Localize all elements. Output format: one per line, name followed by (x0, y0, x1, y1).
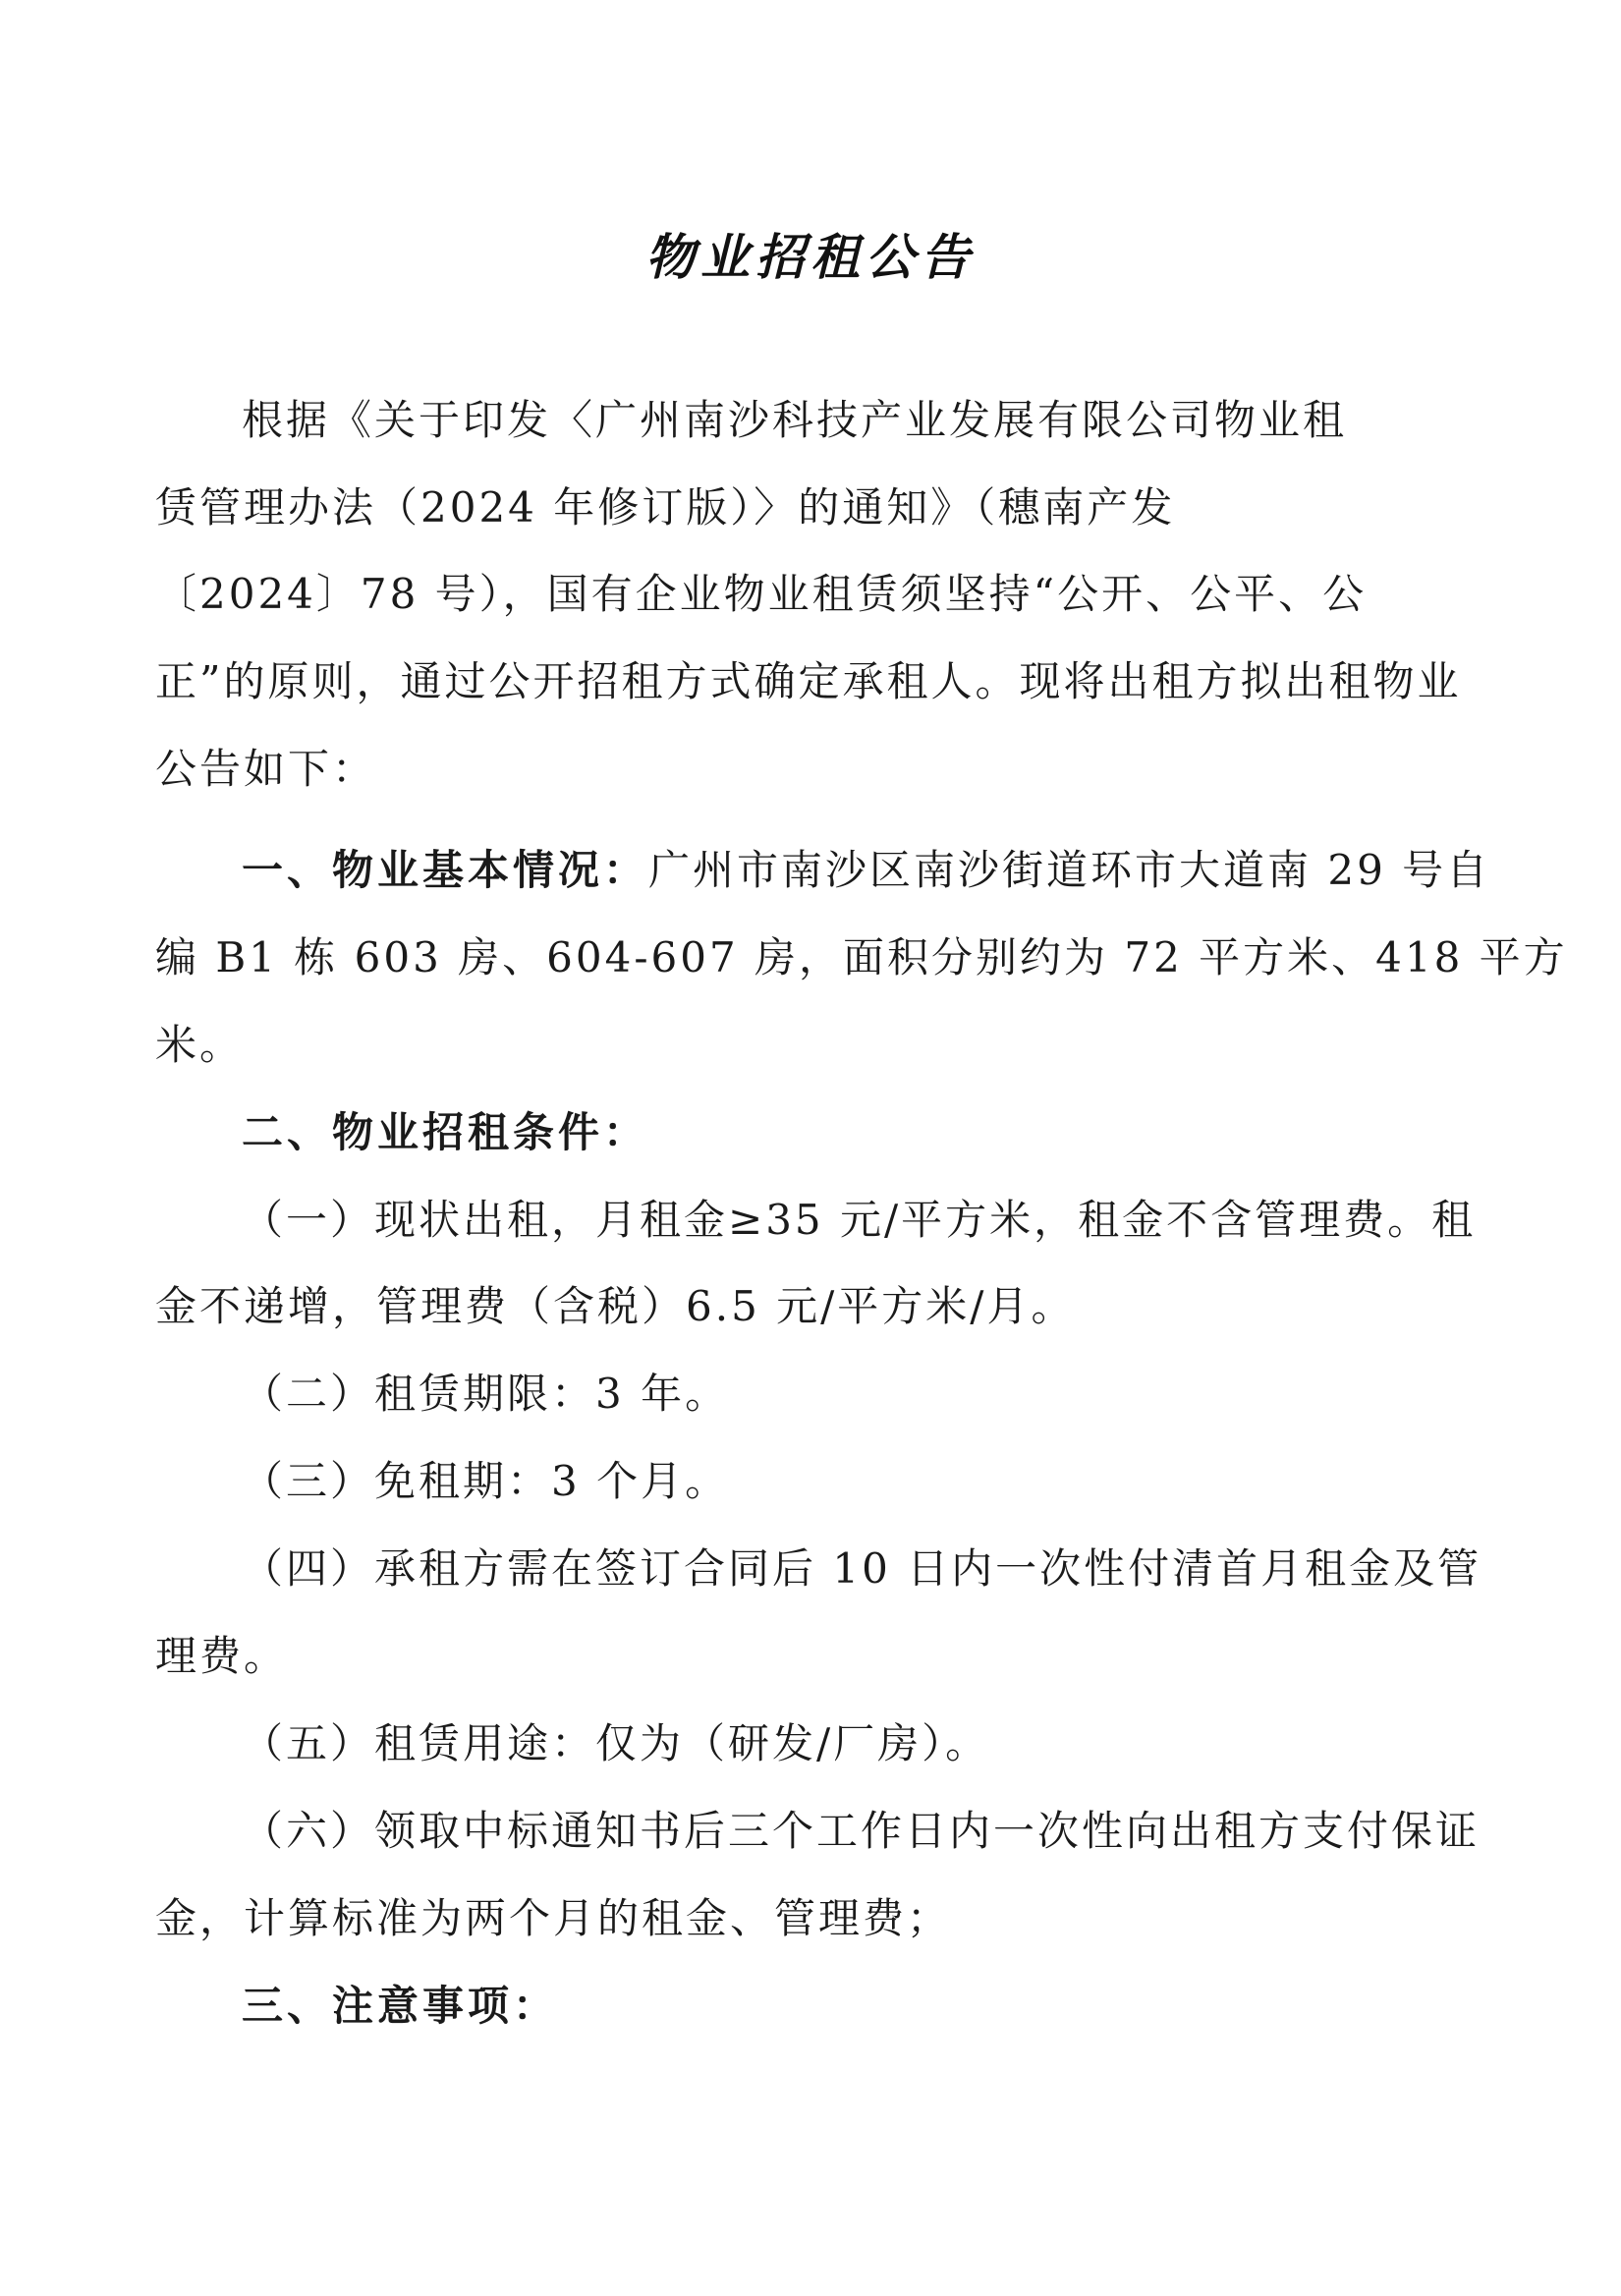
document-title: 物业招租公告 (645, 229, 976, 286)
section1-line-3: 米。 (155, 1021, 245, 1069)
section2-item4-line1: （四）承租方需在签订合同后 10 日内一次性付清首月租金及管 (242, 1544, 1482, 1593)
section2-heading: 二、物业招租条件： (242, 1108, 649, 1156)
intro-line-5: 公告如下： (155, 745, 377, 793)
section1-text-first: 广州市南沙区南沙街道环市大道南 29 号自 (648, 846, 1491, 894)
section1-line-2: 编 B1 栋 603 房、604-607 房，面积分别约为 72 平方米、418 平方 (155, 933, 1568, 981)
section2-item1-line1: （一）现状出租，月租金≥35 元/平方米，租金不含管理费。租 (242, 1196, 1477, 1244)
intro-line-4: 正”的原则，通过公开招租方式确定承租人。现将出租方拟出租物业 (155, 657, 1462, 705)
section1-first-line (242, 843, 1490, 898)
section1-heading: 一、物业基本情况： (242, 846, 649, 894)
section2-item1-line2: 金不递增，管理费（含税）6.5 元/平方米/月。 (155, 1282, 1076, 1330)
section2-item6-line2: 金，计算标准为两个月的租金、管理费； (155, 1894, 952, 1942)
intro-line-2: 赁管理办法（2024 年修订版）〉的通知》（穗南产发 (155, 483, 1176, 532)
section2-item4-line2: 理费。 (155, 1632, 289, 1680)
section3-heading: 三、注意事项： (242, 1982, 559, 2030)
intro-line-1: 根据《关于印发〈广州南沙科技产业发展有限公司物业租 (242, 396, 1348, 444)
section2-item6-line1: （六）领取中标通知书后三个工作日内一次性向出租方支付保证 (242, 1807, 1481, 1855)
section2-item3: （三）免租期：3 个月。 (242, 1457, 730, 1505)
section2-item2: （二）租赁期限：3 年。 (242, 1370, 730, 1418)
intro-line-3: 〔2024〕78 号），国有企业物业租赁须坚持“公开、公平、公 (155, 570, 1368, 618)
section2-item5: （五）租赁用途：仅为（研发/厂房）。 (242, 1719, 990, 1767)
